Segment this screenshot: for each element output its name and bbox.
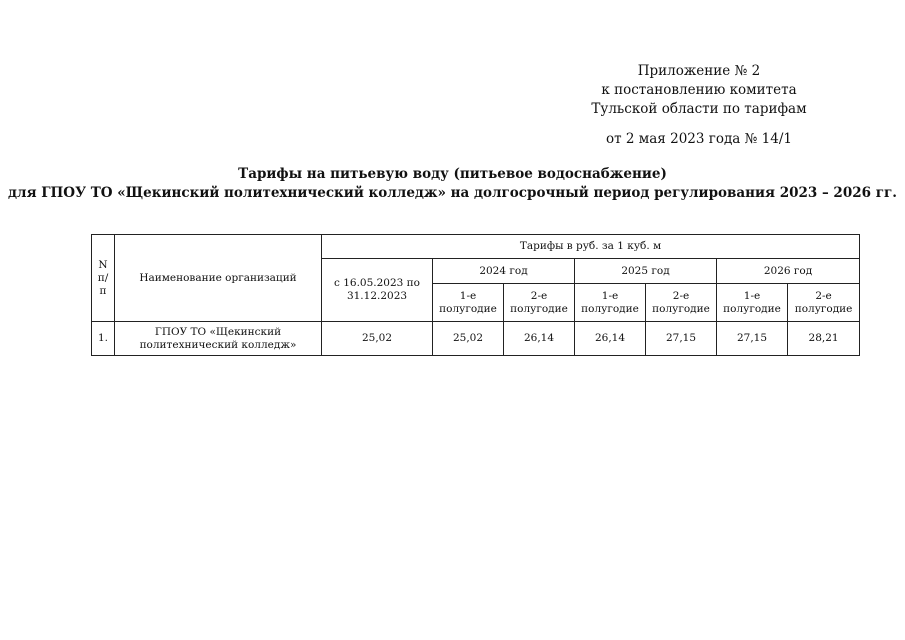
document-title xyxy=(0,165,905,203)
header-period-2023: с 16.05.2023 по 31.12.2023 xyxy=(322,259,433,322)
table-row xyxy=(92,322,860,356)
header-org: Наименование организаций xyxy=(115,235,322,322)
value-2025-half1: 26,14 xyxy=(575,322,646,356)
appendix-committee: Тульской области по тарифам xyxy=(591,101,807,117)
title-line-2: для ГПОУ ТО «Щекинский политехнический колледж» на долгосрочный период регулирования 2023 – 2026 гг. xyxy=(8,185,897,201)
value-2025-half2: 27,15 xyxy=(646,322,717,356)
appendix-resolution: к постановлению комитета xyxy=(601,82,797,98)
value-2024-half2: 26,14 xyxy=(504,322,575,356)
header-2025-half1: 1-е полугодие xyxy=(575,284,646,322)
header-year-2026: 2026 год xyxy=(717,259,860,284)
appendix-header xyxy=(560,62,838,119)
header-tariffs: Тарифы в руб. за 1 куб. м xyxy=(322,235,860,259)
value-2023: 25,02 xyxy=(322,322,433,356)
header-row-1 xyxy=(92,235,860,259)
header-2024-half2: 2-е полугодие xyxy=(504,284,575,322)
value-2024-half1: 25,02 xyxy=(433,322,504,356)
value-2026-half1: 27,15 xyxy=(717,322,788,356)
header-year-2024: 2024 год xyxy=(433,259,575,284)
header-2025-half2: 2-е полугодие xyxy=(646,284,717,322)
row-num: 1. xyxy=(92,322,115,356)
tariff-table xyxy=(91,234,860,356)
row-org: ГПОУ ТО «Щекинский политехнический колледж» xyxy=(115,322,322,356)
title-line-1: Тарифы на питьевую воду (питьевое водоснабжение) xyxy=(238,166,667,182)
header-2024-half1: 1-е полугодие xyxy=(433,284,504,322)
value-2026-half2: 28,21 xyxy=(788,322,860,356)
header-year-2025: 2025 год xyxy=(575,259,717,284)
header-2026-half2: 2-е полугодие xyxy=(788,284,860,322)
appendix-number: Приложение № 2 xyxy=(637,63,761,79)
appendix-date xyxy=(560,130,838,149)
appendix-date-text: от 2 мая 2023 года № 14/1 xyxy=(605,131,792,147)
header-2026-half1: 1-е полугодие xyxy=(717,284,788,322)
header-num: N п/п xyxy=(92,235,115,322)
